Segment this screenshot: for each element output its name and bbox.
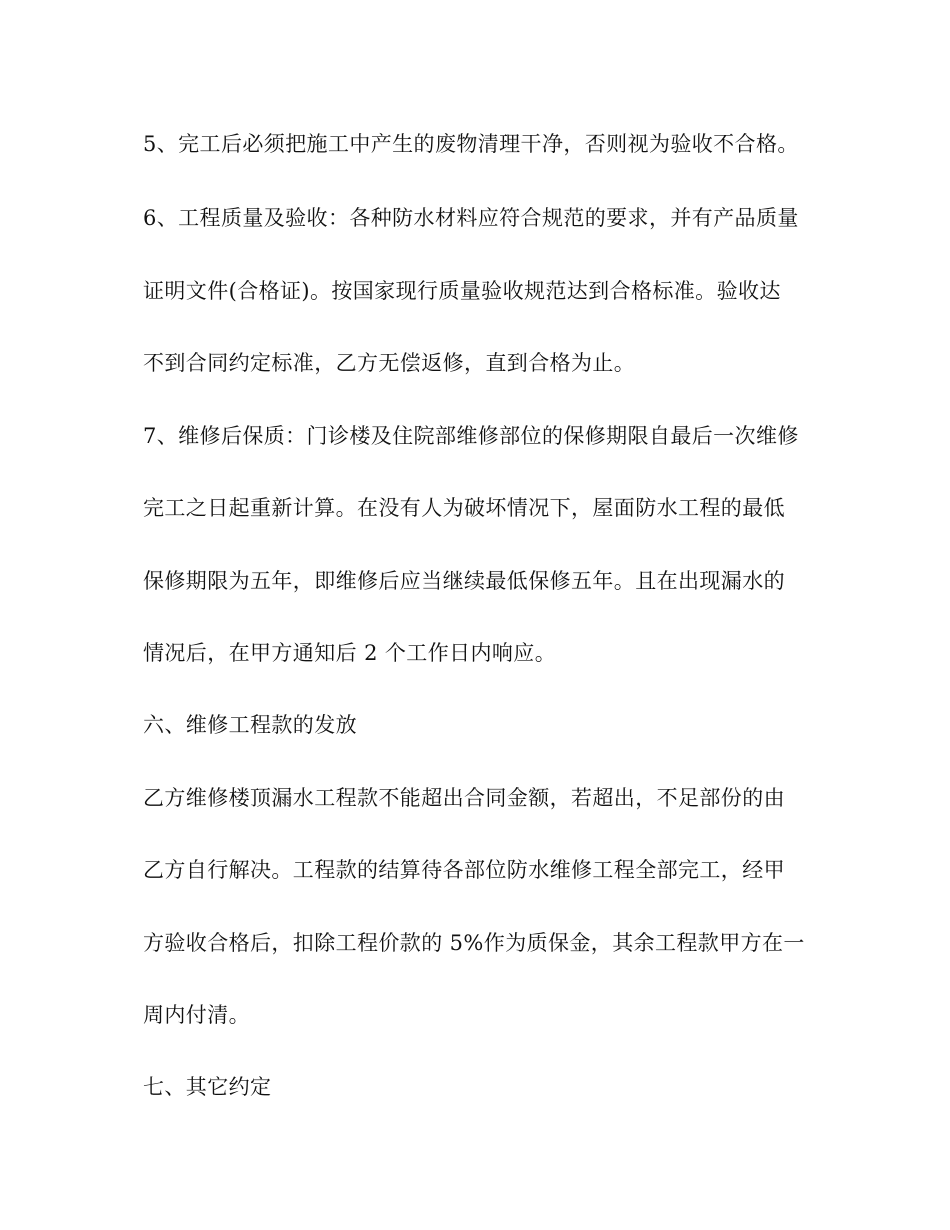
text-line-clause-7-cont-1: 完工之日起重新计算。在没有人为破坏情况下，屋面防水工程的最低 [143,496,785,520]
text-line-clause-6-cont-2: 不到合同约定标准，乙方无偿返修，直到合格为止。 [143,351,636,375]
text-line-clause-7-cont-2: 保修期限为五年，即维修后应当继续最低保修五年。且在出现漏水的 [143,569,785,593]
text-line-payment-3: 方验收合格后，扣除工程价款的 5%作为质保金，其余工程款甲方在一 [143,931,805,955]
text-line-clause-5: 5、完工后必须把施工中产生的废物清理干净，否则视为验收不合格。 [143,132,799,156]
text-line-payment-4: 周内付清。 [143,1003,250,1027]
text-line-clause-6-cont-1: 证明文件(合格证)。按国家现行质量验收规范达到合格标准。验收达 [143,279,781,303]
section-heading-other-terms: 七、其它约定 [143,1075,272,1099]
text-line-clause-6: 6、工程质量及验收：各种防水材料应符合规范的要求，并有产品质量 [143,206,799,230]
section-heading-payment: 六、维修工程款的发放 [143,713,357,737]
text-line-payment-1: 乙方维修楼顶漏水工程款不能超出合同金额，若超出，不足部份的由 [143,786,785,810]
text-line-clause-7: 7、维修后保质：门诊楼及住院部维修部位的保修期限自最后一次维修 [143,424,799,448]
text-line-clause-7-cont-3: 情况后，在甲方通知后 2 个工作日内响应。 [143,641,557,665]
text-line-payment-2: 乙方自行解决。工程款的结算待各部位防水维修工程全部完工，经甲 [143,858,785,882]
